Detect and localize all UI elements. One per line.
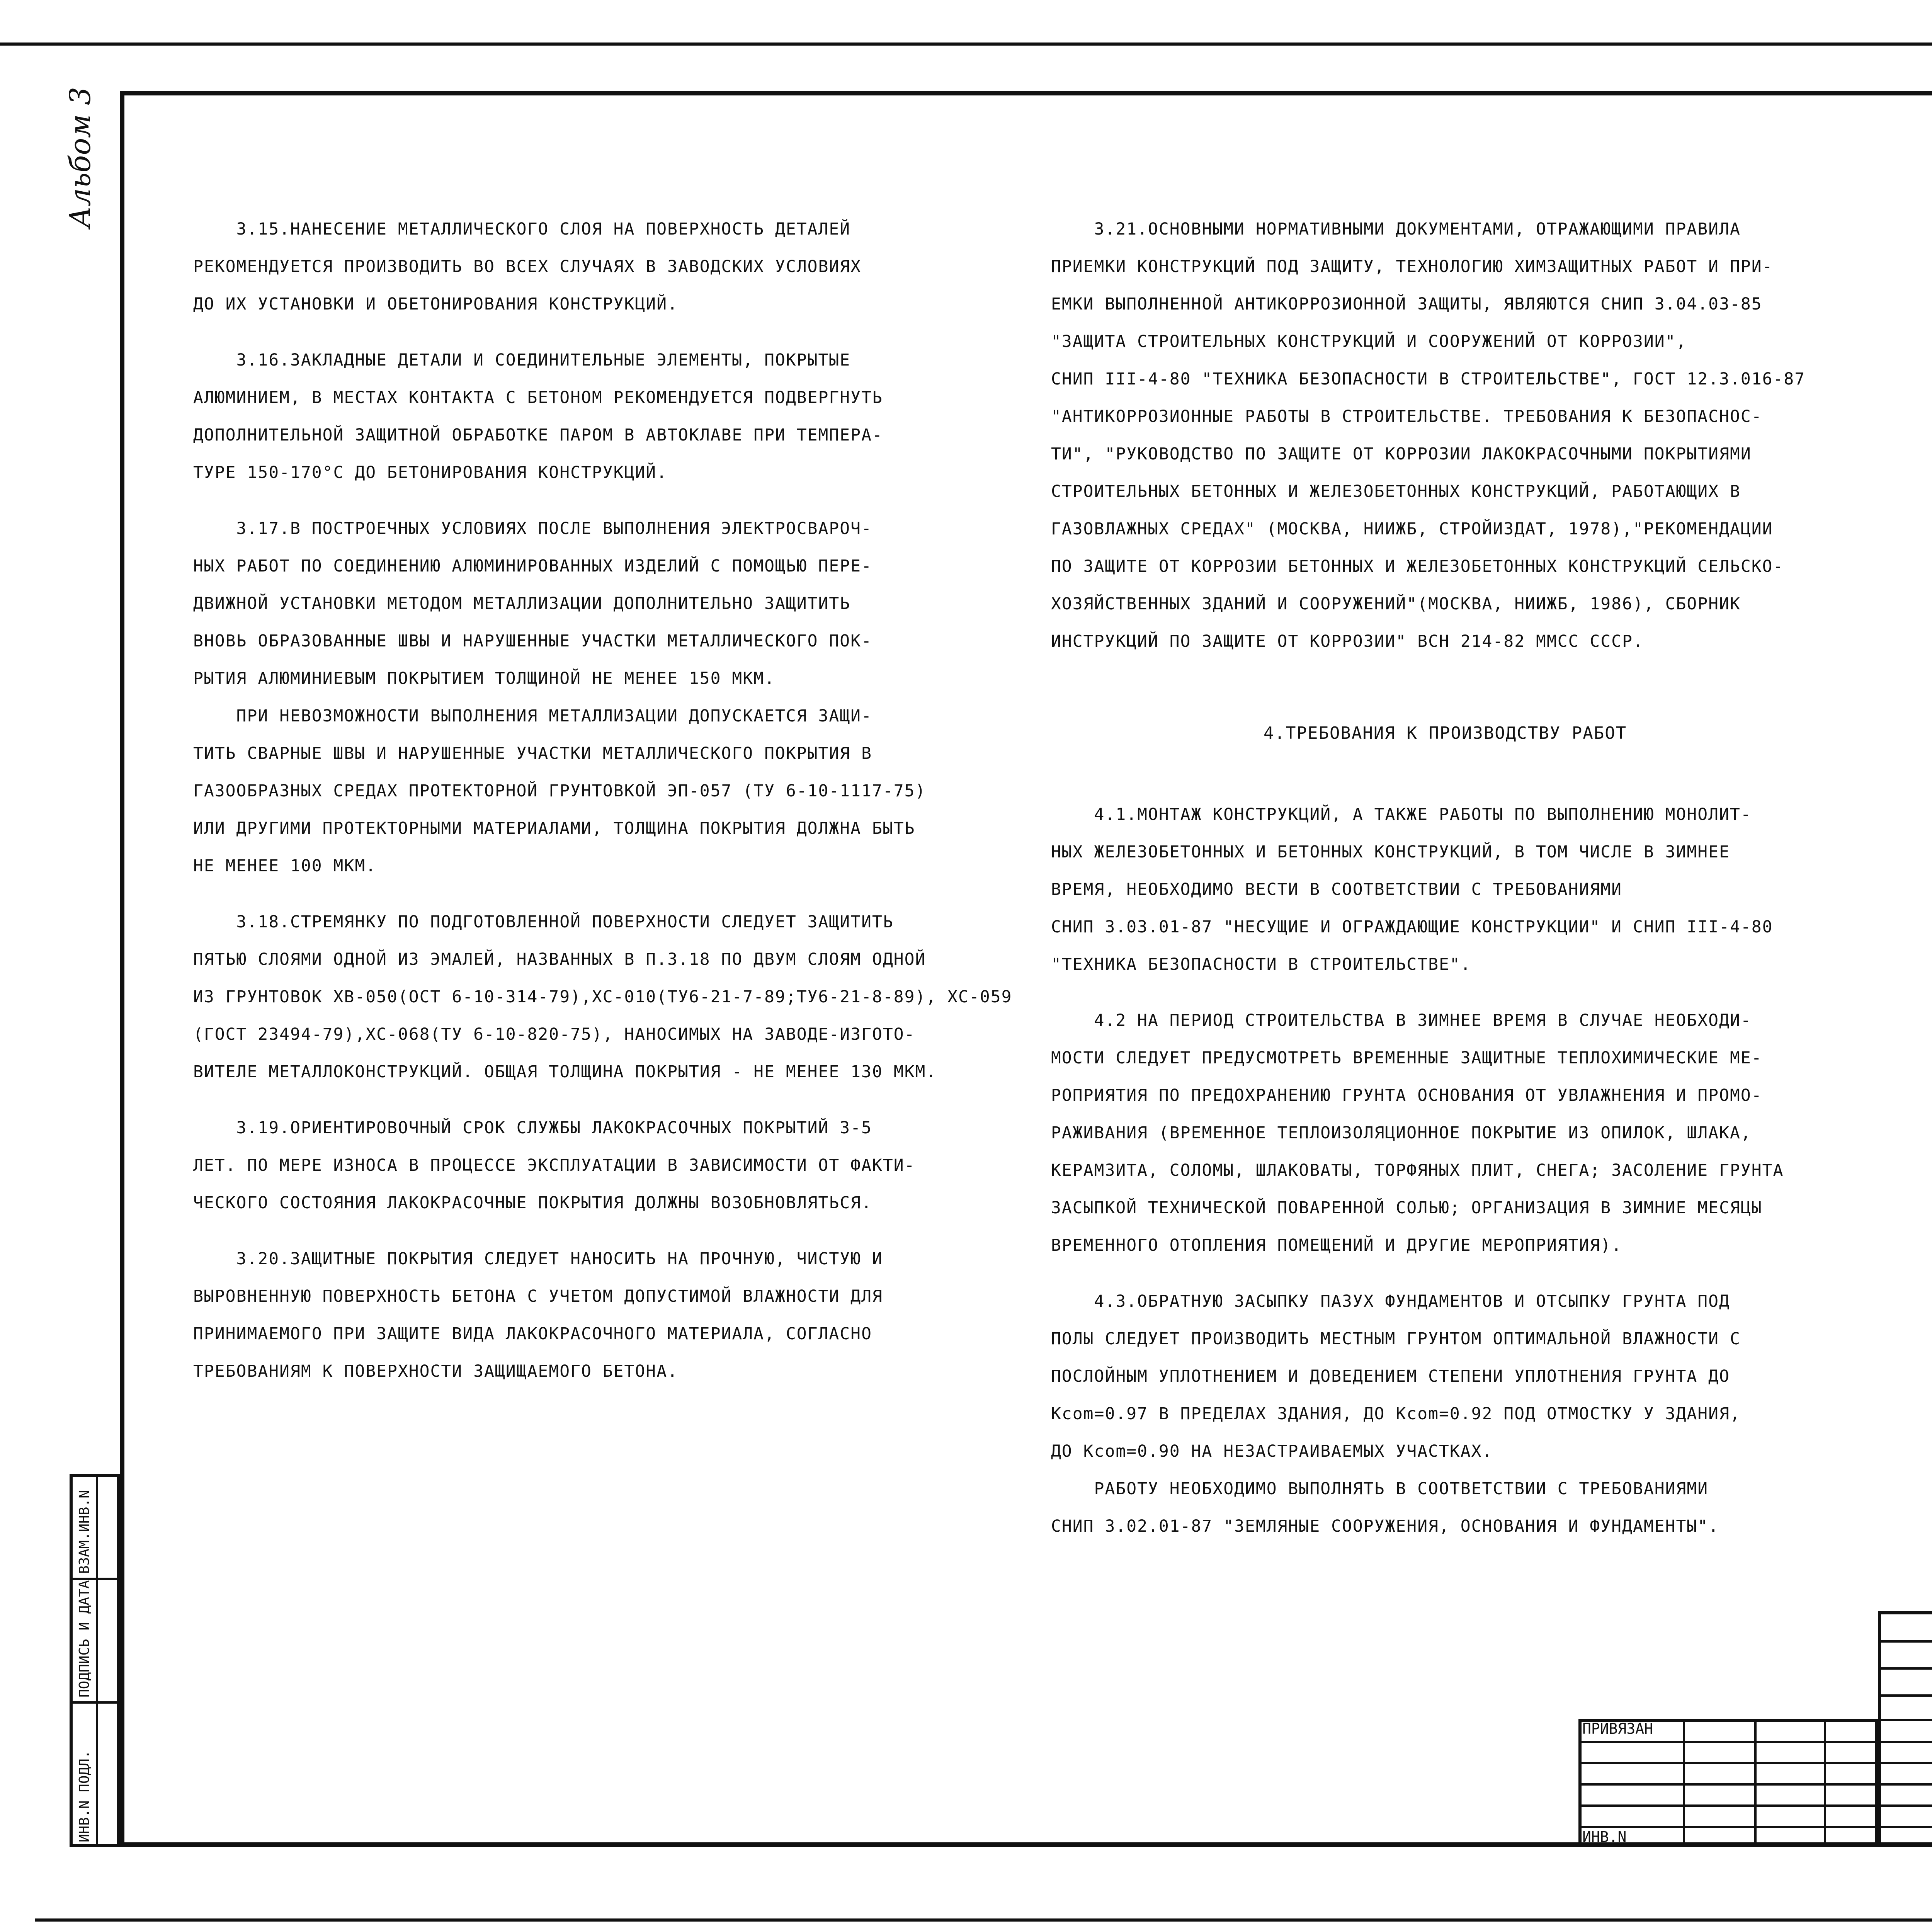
text-line: ВРЕМЕННОГО ОТОПЛЕНИЯ ПОМЕЩЕНИЙ И ДРУГИЕ МЕРОПРИЯТИЯ). [1051, 1236, 1622, 1255]
text-line: СНИП 3.02.01-87 "ЗЕМЛЯНЫЕ СООРУЖЕНИЯ, ОСНОВАНИЯ И ФУНДАМЕНТЫ". [1051, 1517, 1719, 1536]
text-line: ВИТЕЛЕ МЕТАЛЛОКОНСТРУКЦИЙ. ОБЩАЯ ТОЛЩИНА ПОКРЫТИЯ - НЕ МЕНЕЕ 130 МКМ. [193, 1062, 937, 1082]
top-frame-line [0, 43, 1932, 46]
text-line: ВРЕМЯ, НЕОБХОДИМО ВЕСТИ В СООТВЕТСТВИИ С ТРЕБОВАНИЯМИ [1051, 880, 1622, 899]
text-line: ПОСЛОЙНЫМ УПЛОТНЕНИЕМ И ДОВЕДЕНИЕМ СТЕПЕНИ УПЛОТНЕНИЯ ГРУНТА ДО [1051, 1367, 1730, 1386]
text-line: ГАЗОВЛАЖНЫХ СРЕДАХ" (МОСКВА, НИИЖБ, СТРОЙИЗДАТ, 1978),"РЕКОМЕНДАЦИИ [1051, 519, 1773, 539]
text-line: 3.18.СТРЕМЯНКУ ПО ПОДГОТОВЛЕННОЙ ПОВЕРХНОСТИ СЛЕДУЕТ ЗАЩИТИТЬ [193, 912, 894, 932]
text-line: ДО Kcom=0.90 НА НЕЗАСТРАИВАЕМЫХ УЧАСТКАХ. [1051, 1442, 1493, 1461]
privyazan-label: ПРИВЯЗАН [1582, 1720, 1653, 1737]
text-line: 3.19.ОРИЕНТИРОВОЧНЫЙ СРОК СЛУЖБЫ ЛАКОКРАСОЧНЫХ ПОКРЫТИЙ 3-5 [193, 1118, 872, 1138]
bottom-frame-line [35, 1918, 1932, 1922]
text-line: ВНОВЬ ОБРАЗОВАННЫЕ ШВЫ И НАРУШЕННЫЕ УЧАСТКИ МЕТАЛЛИЧЕСКОГО ПОК- [193, 631, 872, 651]
text-line: ТРЕБОВАНИЯМ К ПОВЕРХНОСТИ ЗАЩИЩАЕМОГО БЕТОНА. [193, 1362, 678, 1381]
text-line: 3.21.ОСНОВНЫМИ НОРМАТИВНЫМИ ДОКУМЕНТАМИ, ОТРАЖАЮЩИМИ ПРАВИЛА [1051, 219, 1741, 239]
text-line: 3.15.НАНЕСЕНИЕ МЕТАЛЛИЧЕСКОГО СЛОЯ НА ПОВЕРХНОСТЬ ДЕТАЛЕЙ [193, 219, 851, 239]
text-line: ПРИЕМКИ КОНСТРУКЦИЙ ПОД ЗАЩИТУ, ТЕХНОЛОГИЮ ХИМЗАЩИТНЫХ РАБОТ И ПРИ- [1051, 257, 1773, 276]
text-line: СНИП III-4-80 "ТЕХНИКА БЕЗОПАСНОСТИ В СТРОИТЕЛЬСТВЕ", ГОСТ 12.3.016-87 [1051, 369, 1806, 389]
text-line: ЗАСЫПКОЙ ТЕХНИЧЕСКОЙ ПОВАРЕННОЙ СОЛЬЮ; ОРГАНИЗАЦИЯ В ЗИМНИЕ МЕСЯЦЫ [1051, 1198, 1762, 1218]
text-line: ЧЕСКОГО СОСТОЯНИЯ ЛАКОКРАСОЧНЫЕ ПОКРЫТИЯ ДОЛЖНЫ ВОЗОБНОВЛЯТЬСЯ. [193, 1193, 872, 1213]
title-block [1878, 1611, 1932, 1847]
inv-n-label: ИНВ.N [1582, 1828, 1627, 1845]
left-text-column [193, 211, 1012, 1390]
text-line: НЫХ РАБОТ ПО СОЕДИНЕНИЮ АЛЮМИНИРОВАННЫХ ИЗДЕЛИЙ С ПОМОЩЬЮ ПЕРЕ- [193, 556, 872, 576]
text-line: ЕМКИ ВЫПОЛНЕННОЙ АНТИКОРРОЗИОННОЙ ЗАЩИТЫ, ЯВЛЯЮТСЯ СНИП 3.04.03-85 [1051, 294, 1762, 314]
text-line: ГАЗООБРАЗНЫХ СРЕДАХ ПРОТЕКТОРНОЙ ГРУНТОВКОЙ ЭП-057 (ТУ 6-10-1117-75) [193, 781, 926, 801]
text-line: ПОЛЫ СЛЕДУЕТ ПРОИЗВОДИТЬ МЕСТНЫМ ГРУНТОМ ОПТИМАЛЬНОЙ ВЛАЖНОСТИ С [1051, 1329, 1741, 1349]
text-line: "АНТИКОРРОЗИОННЫЕ РАБОТЫ В СТРОИТЕЛЬСТВЕ. ТРЕБОВАНИЯ К БЕЗОПАСНОС- [1051, 407, 1762, 426]
text-line: ДВИЖНОЙ УСТАНОВКИ МЕТОДОМ МЕТАЛЛИЗАЦИИ ДОПОЛНИТЕЛЬНО ЗАЩИТИТЬ [193, 594, 851, 613]
text-line: СТРОИТЕЛЬНЫХ БЕТОННЫХ И ЖЕЛЕЗОБЕТОННЫХ КОНСТРУКЦИЙ, РАБОТАЮЩИХ В [1051, 482, 1741, 501]
text-line: 3.20.ЗАЩИТНЫЕ ПОКРЫТИЯ СЛЕДУЕТ НАНОСИТЬ НА ПРОЧНУЮ, ЧИСТУЮ И [193, 1249, 883, 1269]
text-line: Kcom=0.97 В ПРЕДЕЛАХ ЗДАНИЯ, ДО Kcom=0.92 ПОД ОТМОСТКУ У ЗДАНИЯ, [1051, 1404, 1741, 1423]
text-line: РЕКОМЕНДУЕТСЯ ПРОИЗВОДИТЬ ВО ВСЕХ СЛУЧАЯХ В ЗАВОДСКИХ УСЛОВИЯХ [193, 257, 862, 276]
side-stamp-strip [70, 1474, 120, 1847]
text-line: (ГОСТ 23494-79),ХС-068(ТУ 6-10-820-75), НАНОСИМЫХ НА ЗАВОДЕ-ИЗГОТО- [193, 1025, 915, 1044]
right-text-column-bottom [1051, 796, 1784, 1545]
text-line: ИЗ ГРУНТОВОК ХВ-050(ОСТ 6-10-314-79),ХС-010(ТУ6-21-7-89;ТУ6-21-8-89), ХС-059 [193, 987, 1012, 1007]
podpis-data-label: ПОДПИСЬ И ДАТА [77, 1580, 92, 1697]
text-line: КЕРАМЗИТА, СОЛОМЫ, ШЛАКОВАТЫ, ТОРФЯНЫХ ПЛИТ, СНЕГА; ЗАСОЛЕНИЕ ГРУНТА [1051, 1161, 1784, 1180]
text-line: ИЛИ ДРУГИМИ ПРОТЕКТОРНЫМИ МАТЕРИАЛАМИ, ТОЛЩИНА ПОКРЫТИЯ ДОЛЖНА БЫТЬ [193, 819, 915, 838]
text-line: РОПРИЯТИЯ ПО ПРЕДОХРАНЕНИЮ ГРУНТА ОСНОВАНИЯ ОТ УВЛАЖНЕНИЯ И ПРОМО- [1051, 1086, 1762, 1105]
text-line: МОСТИ СЛЕДУЕТ ПРЕДУСМОТРЕТЬ ВРЕМЕННЫЕ ЗАЩИТНЫЕ ТЕПЛОХИМИЧЕСКИЕ МЕ- [1051, 1048, 1762, 1068]
text-line: СНИП 3.03.01-87 "НЕСУЩИЕ И ОГРАЖДАЮЩИЕ КОНСТРУКЦИИ" И СНИП III-4-80 [1051, 917, 1773, 937]
inv-podl-label: ИНВ.N ПОДЛ. [77, 1750, 92, 1842]
text-line: 4.2 НА ПЕРИОД СТРОИТЕЛЬСТВА В ЗИМНЕЕ ВРЕМЯ В СЛУЧАЕ НЕОБХОДИ- [1051, 1011, 1752, 1030]
text-line: ПРИ НЕВОЗМОЖНОСТИ ВЫПОЛНЕНИЯ МЕТАЛЛИЗАЦИИ ДОПУСКАЕТСЯ ЗАЩИ- [193, 706, 872, 726]
text-line: 3.17.В ПОСТРОЕЧНЫХ УСЛОВИЯХ ПОСЛЕ ВЫПОЛНЕНИЯ ЭЛЕКТРОСВАРОЧ- [193, 519, 872, 538]
album-label: Альбом 3 [64, 87, 97, 228]
text-line: 3.16.ЗАКЛАДНЫЕ ДЕТАЛИ И СОЕДИНИТЕЛЬНЫЕ ЭЛЕМЕНТЫ, ПОКРЫТЫЕ [193, 350, 851, 370]
text-line: ТУРЕ 150-170°С ДО БЕТОНИРОВАНИЯ КОНСТРУКЦИЙ. [193, 463, 668, 482]
text-line: 4.3.ОБРАТНУЮ ЗАСЫПКУ ПАЗУХ ФУНДАМЕНТОВ И ОТСЫПКУ ГРУНТА ПОД [1051, 1292, 1730, 1311]
text-line: ЛЕТ. ПО МЕРЕ ИЗНОСА В ПРОЦЕССЕ ЭКСПЛУАТАЦИИ В ЗАВИСИМОСТИ ОТ ФАКТИ- [193, 1156, 915, 1175]
text-line: РАЖИВАНИЯ (ВРЕМЕННОЕ ТЕПЛОИЗОЛЯЦИОННОЕ ПОКРЫТИЕ ИЗ ОПИЛОК, ШЛАКА, [1051, 1123, 1752, 1143]
text-line: ПРИНИМАЕМОГО ПРИ ЗАЩИТЕ ВИДА ЛАКОКРАСОЧНОГО МАТЕРИАЛА, СОГЛАСНО [193, 1324, 872, 1344]
section-heading: 4.ТРЕБОВАНИЯ К ПРОИЗВОДСТВУ РАБОТ [1264, 723, 1627, 743]
text-line: ИНСТРУКЦИЙ ПО ЗАЩИТЕ ОТ КОРРОЗИИ" ВСН 214-82 ММСС СССР. [1051, 632, 1644, 651]
text-line: ПО ЗАЩИТЕ ОТ КОРРОЗИИ БЕТОННЫХ И ЖЕЛЕЗОБЕТОННЫХ КОНСТРУКЦИЙ СЕЛЬСКО- [1051, 557, 1784, 576]
text-line: "ТЕХНИКА БЕЗОПАСНОСТИ В СТРОИТЕЛЬСТВЕ". [1051, 955, 1471, 974]
text-line: НЫХ ЖЕЛЕЗОБЕТОННЫХ И БЕТОННЫХ КОНСТРУКЦИЙ, В ТОМ ЧИСЛЕ В ЗИМНЕЕ [1051, 842, 1730, 862]
text-line: "ЗАЩИТА СТРОИТЕЛЬНЫХ КОНСТРУКЦИЙ И СООРУЖЕНИЙ ОТ КОРРОЗИИ", [1051, 332, 1687, 351]
text-line: РАБОТУ НЕОБХОДИМО ВЫПОЛНЯТЬ В СООТВЕТСТВИИ С ТРЕБОВАНИЯМИ [1051, 1479, 1709, 1498]
text-line: ТИТЬ СВАРНЫЕ ШВЫ И НАРУШЕННЫЕ УЧАСТКИ МЕТАЛЛИЧЕСКОГО ПОКРЫТИЯ В [193, 744, 872, 763]
text-line: ПЯТЬЮ СЛОЯМИ ОДНОЙ ИЗ ЭМАЛЕЙ, НАЗВАННЫХ В П.3.18 ПО ДВУМ СЛОЯМ ОДНОЙ [193, 950, 926, 969]
text-line: ХОЗЯЙСТВЕННЫХ ЗДАНИЙ И СООРУЖЕНИЙ"(МОСКВА, НИИЖБ, 1986), СБОРНИК [1051, 594, 1741, 614]
vzam-inv-label: ВЗАМ.ИНВ.N [77, 1490, 92, 1574]
right-text-column-top [1051, 211, 1805, 660]
text-line: НЕ МЕНЕЕ 100 МКМ. [193, 856, 377, 876]
text-line: АЛЮМИНИЕМ, В МЕСТАХ КОНТАКТА С БЕТОНОМ РЕКОМЕНДУЕТСЯ ПОДВЕРГНУТЬ [193, 388, 883, 407]
text-line: ДО ИХ УСТАНОВКИ И ОБЕТОНИРОВАНИЯ КОНСТРУКЦИЙ. [193, 294, 678, 314]
text-line: 4.1.МОНТАЖ КОНСТРУКЦИЙ, А ТАКЖЕ РАБОТЫ ПО ВЫПОЛНЕНИЮ МОНОЛИТ- [1051, 805, 1752, 824]
text-line: ДОПОЛНИТЕЛЬНОЙ ЗАЩИТНОЙ ОБРАБОТКЕ ПАРОМ В АВТОКЛАВЕ ПРИ ТЕМПЕРА- [193, 425, 883, 445]
text-line: ВЫРОВНЕННУЮ ПОВЕРХНОСТЬ БЕТОНА С УЧЕТОМ ДОПУСТИМОЙ ВЛАЖНОСТИ ДЛЯ [193, 1287, 883, 1306]
text-line: РЫТИЯ АЛЮМИНИЕВЫМ ПОКРЫТИЕМ ТОЛЩИНОЙ НЕ МЕНЕЕ 150 МКМ. [193, 669, 775, 688]
text-line: ТИ", "РУКОВОДСТВО ПО ЗАЩИТЕ ОТ КОРРОЗИИ ЛАКОКРАСОЧНЫМИ ПОКРЫТИЯМИ [1051, 444, 1752, 464]
